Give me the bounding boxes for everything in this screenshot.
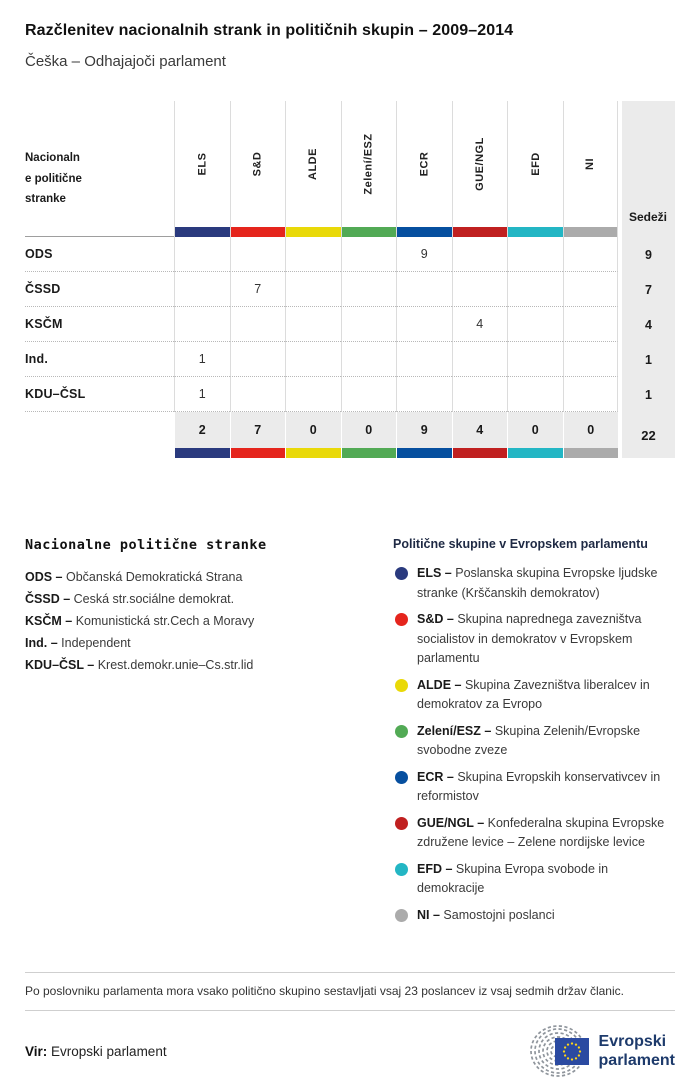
party-code: ODS – [25,570,63,584]
total-value: 9 [397,412,452,448]
group-legend-item [393,906,675,926]
column-header-ni [563,101,619,237]
group-color-bar [397,448,452,458]
total-cell [507,412,563,458]
total-cell [230,412,286,458]
column-header-label: NI [584,158,597,170]
legend-section [25,537,675,932]
seats-value: 9 [622,237,675,272]
value-cell [174,237,230,272]
seats-value: 4 [622,307,675,342]
total-value: 2 [175,412,230,448]
total-value: 0 [564,412,619,448]
group-legend-item [393,564,675,603]
logo-wordmark [599,1032,675,1070]
totals-label-cell [25,412,174,458]
value-cell [341,237,397,272]
party-desc: Komunistická str.Cech a Moravy [75,614,255,628]
total-cell [285,412,341,458]
value-cell [507,237,563,272]
value-cell [563,272,619,307]
group-color-bar [508,227,563,237]
group-color-bar [342,227,397,237]
group-code: ECR – [417,769,454,784]
value-cell [563,342,619,377]
group-code: ALDE – [417,677,462,692]
table-row [25,377,675,412]
group-color-bar [564,227,618,237]
value-cell [396,377,452,412]
value-cell [341,307,397,342]
group-color-bar [175,448,230,458]
value-cell [285,237,341,272]
group-legend-item [393,860,675,899]
european-parliament-logo [525,1025,675,1077]
party-legend-item [25,566,393,588]
table-totals-row [25,412,675,458]
value-cell [174,272,230,307]
group-color-bar [286,227,341,237]
group-code: S&D – [417,612,454,626]
group-code: GUE/NGL – [417,815,485,830]
party-legend-item [25,654,393,676]
value-cell [507,272,563,307]
group-legend-text [417,768,675,807]
column-header-efd [507,101,563,237]
party-legend-item [25,632,393,654]
value-cell [285,307,341,342]
logo-line1: Evropski [598,1033,667,1050]
total-value: 0 [342,412,397,448]
group-color-bar [453,227,508,237]
total-value: 0 [508,412,563,448]
group-legend-text [417,860,675,899]
parties-legend-heading: Nacionalne politične stranke [25,537,267,553]
group-color-dot [395,817,408,830]
row-label: KDU–ČSL [25,377,174,412]
value-cell [341,342,397,377]
value-cell [396,272,452,307]
column-header-sd [230,101,286,237]
group-color-bar [564,448,619,458]
table-row [25,237,675,272]
table-header-row [25,101,675,237]
group-color-bar [231,227,286,237]
value-cell [230,237,286,272]
group-legend-item [393,676,675,715]
divider [25,1010,675,1011]
column-header-label: ECR [418,151,431,177]
total-value: 0 [286,412,341,448]
value-cell [230,377,286,412]
table-row [25,307,675,342]
column-header-label: ELS [196,152,209,176]
column-header-label: EFD [529,152,542,176]
group-color-dot [395,679,408,692]
group-desc: Poslanska skupina Evropske ljudske stranke (Krščanskih demokratov) [417,566,658,600]
political-groups-legend [393,537,675,932]
party-desc: Ceská str.sociálne demokrat. [73,592,235,606]
row-label: Ind. [25,342,174,377]
seats-value: 1 [622,377,675,412]
group-desc: Konfederalna skupina Evropske združene levice – Zelene nordijske levice [417,815,665,849]
seats-value: 1 [622,342,675,377]
party-legend-item [25,588,393,610]
value-cell [563,307,619,342]
source-row [25,1025,675,1077]
value-cell: 9 [396,237,452,272]
group-legend-text [417,814,675,853]
column-header-label: Zelení/ESZ [362,133,375,195]
total-value: 4 [453,412,508,448]
group-legend-text [417,610,675,669]
value-cell [230,307,286,342]
group-legend-text [417,906,675,926]
row-header-label: Nacionalne politične stranke [25,152,82,205]
value-cell [452,272,508,307]
total-cell [563,412,619,458]
party-code: KSČM – [25,614,73,628]
group-desc: Skupina Evropa svobode in demokracije [417,861,609,895]
total-cell [341,412,397,458]
total-cell [452,412,508,458]
group-legend-item [393,768,675,807]
value-cell: 4 [452,307,508,342]
seats-value: 7 [622,272,675,307]
group-color-bar [397,227,452,237]
logo-line2: parlament [598,1052,675,1069]
column-header-alde [285,101,341,237]
source-label: Vir: [25,1043,48,1059]
group-desc: Skupina naprednega zavezništva socialistov in demokratov v Evropskem parlamentu [417,612,642,665]
group-color-dot [395,771,408,784]
group-legend-text [417,722,675,761]
group-color-dot [395,613,408,626]
value-cell [452,342,508,377]
group-code: EFD – [417,861,453,876]
value-cell [507,377,563,412]
source-value: Evropski parlament [51,1043,167,1059]
group-legend-text [417,676,675,715]
group-color-bar [453,448,508,458]
seats-total: 22 [622,412,675,458]
party-code: ČSSD – [25,592,71,606]
row-label: KSČM [25,307,174,342]
column-header-label: ALDE [307,148,320,180]
value-cell: 1 [174,342,230,377]
group-code: ELS – [417,566,452,580]
seats-header-cell: Sedeži [622,101,675,237]
value-cell: 7 [230,272,286,307]
value-cell [285,377,341,412]
party-desc: Independent [61,636,131,650]
value-cell [563,237,619,272]
value-cell [285,272,341,307]
row-header-cell [25,101,174,237]
party-legend-item [25,610,393,632]
row-label: ODS [25,237,174,272]
column-header-els [174,101,230,237]
column-header-label: S&D [251,151,264,177]
group-desc: Skupina Zavezništva liberalcev in demokratov za Evropo [417,677,650,711]
group-color-bar [342,448,397,458]
group-legend-item [393,610,675,669]
group-code: NI – [417,907,440,922]
national-parties-legend [25,537,393,932]
value-cell [341,377,397,412]
column-header-ecr [396,101,452,237]
group-color-bar [231,448,286,458]
group-desc: Samostojni poslanci [443,907,555,922]
value-cell [507,342,563,377]
value-cell [452,237,508,272]
value-cell: 1 [174,377,230,412]
value-cell [563,377,619,412]
value-cell [452,377,508,412]
row-label: ČSSD [25,272,174,307]
party-code: KDU–ČSL – [25,658,95,672]
source-text [25,1044,167,1059]
page-subtitle: Češka – Odhajajoči parlament [25,53,226,70]
total-cell [174,412,230,458]
group-desc: Skupina Evropskih konservativcev in reformistov [417,769,661,803]
value-cell [174,307,230,342]
group-color-dot [395,725,408,738]
total-cell [396,412,452,458]
column-header-gue-ngl [452,101,508,237]
seats-table [25,101,675,458]
footnote: Po poslovniku parlamenta mora vsako politično skupino sestavljati vsaj 23 poslancev iz vsaj sedmih držav članic. [25,984,624,998]
table-row [25,272,675,307]
hemicycle-eu-flag-icon [525,1025,591,1077]
party-code: Ind. – [25,636,58,650]
group-color-dot [395,567,408,580]
group-color-dot [395,909,408,922]
group-legend-text [417,564,675,603]
party-desc: Krest.demokr.unie–Cs.str.lid [97,658,254,672]
value-cell [230,342,286,377]
value-cell [396,342,452,377]
group-legend-item [393,722,675,761]
value-cell [396,307,452,342]
group-color-dot [395,863,408,876]
page-title: Razčlenitev nacionalnih strank in političnih skupin – 2009–2014 [25,22,514,39]
group-legend-item [393,814,675,853]
table-row [25,342,675,377]
party-desc: Občanská Demokratická Strana [66,570,243,584]
total-value: 7 [231,412,286,448]
group-color-bar [286,448,341,458]
group-color-bar [508,448,563,458]
value-cell [341,272,397,307]
group-desc: Skupina Zelenih/Evropske svobodne zveze [417,723,641,757]
column-header-zeleni-esz [341,101,397,237]
value-cell [285,342,341,377]
value-cell [507,307,563,342]
column-header-label: GUE/NGL [473,137,486,191]
group-color-bar [175,227,230,237]
group-code: Zelení/ESZ – [417,723,492,738]
groups-legend-heading: Politične skupine v Evropskem parlamentu [393,537,648,551]
